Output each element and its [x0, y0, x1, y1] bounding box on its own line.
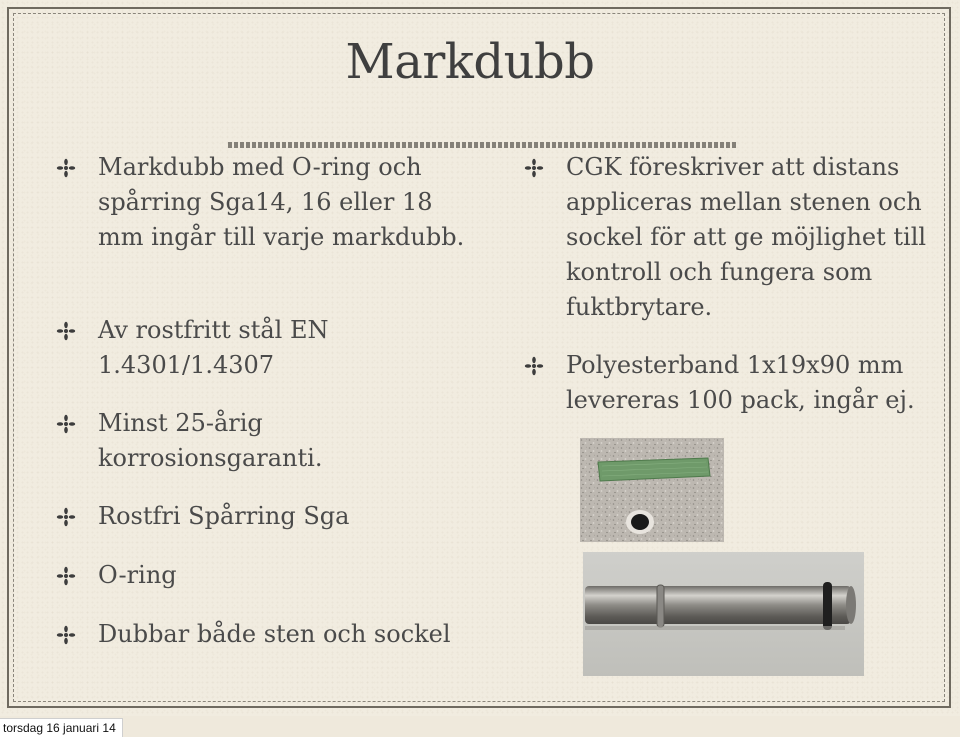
list-item: [52, 313, 468, 383]
bullet-text: Polyesterband 1x19x90 mm levereras 100 pack, ingår ej.: [566, 351, 915, 414]
title-divider: [228, 142, 736, 148]
list-item: [52, 558, 498, 593]
list-item: [52, 617, 518, 652]
fleuron-icon: [56, 321, 76, 341]
fleuron-icon: [56, 625, 76, 645]
tape-on-stone-photo: [580, 438, 724, 542]
list-item: [52, 499, 498, 534]
fleuron-icon: [524, 158, 544, 178]
fleuron-icon: [524, 356, 544, 376]
bullet-text: Av rostfritt stål EN 1.4301/1.4307: [98, 316, 329, 379]
fleuron-icon: [56, 566, 76, 586]
bullet-text: Minst 25-årig korrosionsgaranti.: [98, 409, 323, 472]
bullet-text: Rostfri Spårring Sga: [98, 502, 350, 530]
list-item: [520, 348, 960, 418]
bullet-text: Markdubb med O-ring och spårring Sga14, 16 eller 18 mm ingår till varje markdubb.: [98, 153, 465, 251]
slide-title: Markdubb: [345, 34, 595, 90]
bullet-text: Dubbar både sten och sockel: [98, 620, 451, 648]
list-item: [520, 150, 960, 325]
fleuron-icon: [56, 414, 76, 434]
list-item: [52, 150, 468, 255]
list-item: [52, 406, 468, 476]
footer-date: torsdag 16 januari 14: [0, 718, 123, 737]
bullet-text: O-ring: [98, 561, 177, 589]
fleuron-icon: [56, 158, 76, 178]
dowel-photo: [583, 552, 864, 676]
bullet-text: CGK föreskriver att distans appliceras mellan stenen och sockel för att ge möjlighet till kontroll och fungera som fuktbrytare.: [566, 153, 927, 321]
fleuron-icon: [56, 507, 76, 527]
